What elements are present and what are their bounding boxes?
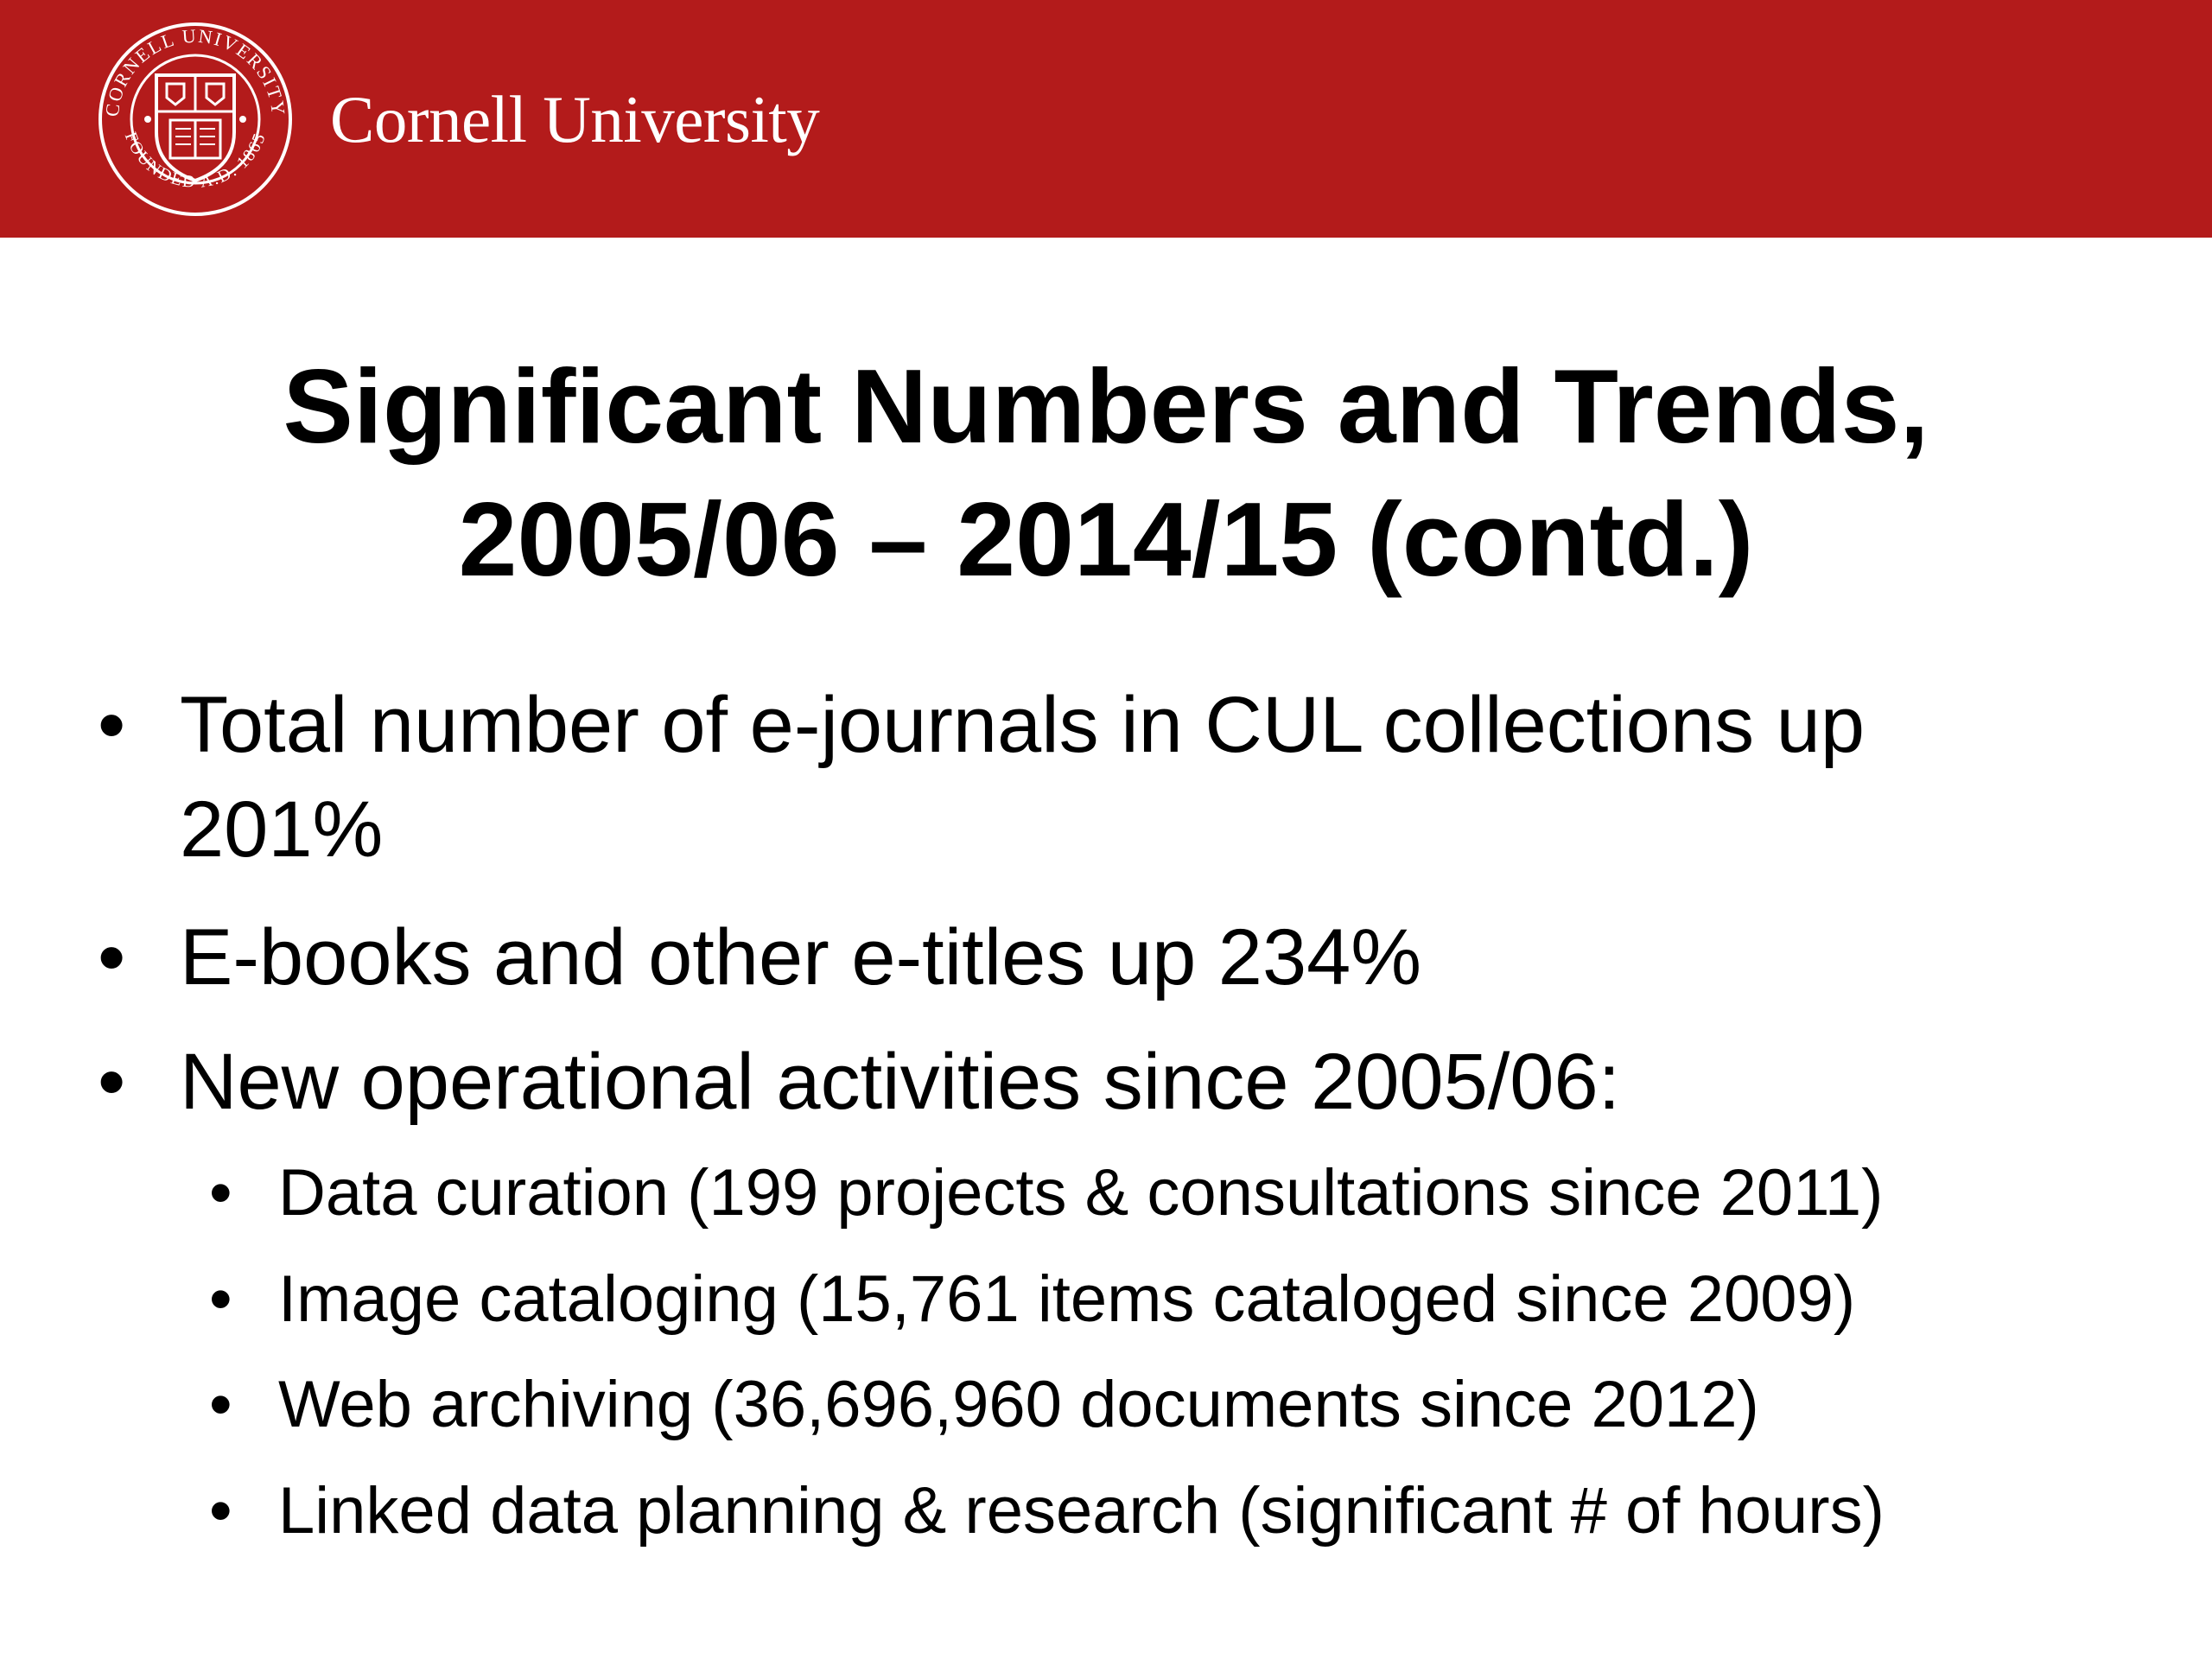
list-item: New operational activities since 2005/06:: [180, 1038, 1621, 1126]
bullet-glyph: •: [98, 913, 126, 1001]
bullet-glyph: •: [98, 681, 126, 769]
seal-ring-text-top: CORNELL UNIVERSITY: [100, 24, 290, 118]
seal-ring-text-bottom: FOUNDED A.D. 1865: [120, 129, 270, 193]
list-item: E-books and other e-titles up 234%: [180, 913, 1422, 1001]
sub-bullet-glyph: •: [209, 1368, 232, 1441]
list-item: Total number of e-journals in CUL collections up: [180, 681, 1866, 769]
sub-bullet-glyph: •: [209, 1474, 232, 1548]
bullet-glyph: •: [98, 1038, 126, 1126]
slide-title-line2: 2005/06 – 2014/15 (contd.): [458, 480, 1754, 598]
sub-bullet-glyph: •: [209, 1262, 232, 1336]
sub-bullet-glyph: •: [209, 1156, 232, 1230]
list-item-continuation: 201%: [180, 785, 384, 874]
slide-title-line1: Significant Numbers and Trends,: [283, 347, 1929, 465]
sub-list-item: Image cataloging (15,761 items cataloged since 2009): [278, 1262, 1856, 1336]
sub-list-item: Data curation (199 projects & consultations since 2011): [278, 1156, 1884, 1230]
sub-list-item: Web archiving (36,696,960 documents since 2012): [278, 1368, 1759, 1441]
wordmark[interactable]: Cornell University: [330, 82, 820, 156]
sub-list-item: Linked data planning & research (significant # of hours): [278, 1474, 1885, 1548]
